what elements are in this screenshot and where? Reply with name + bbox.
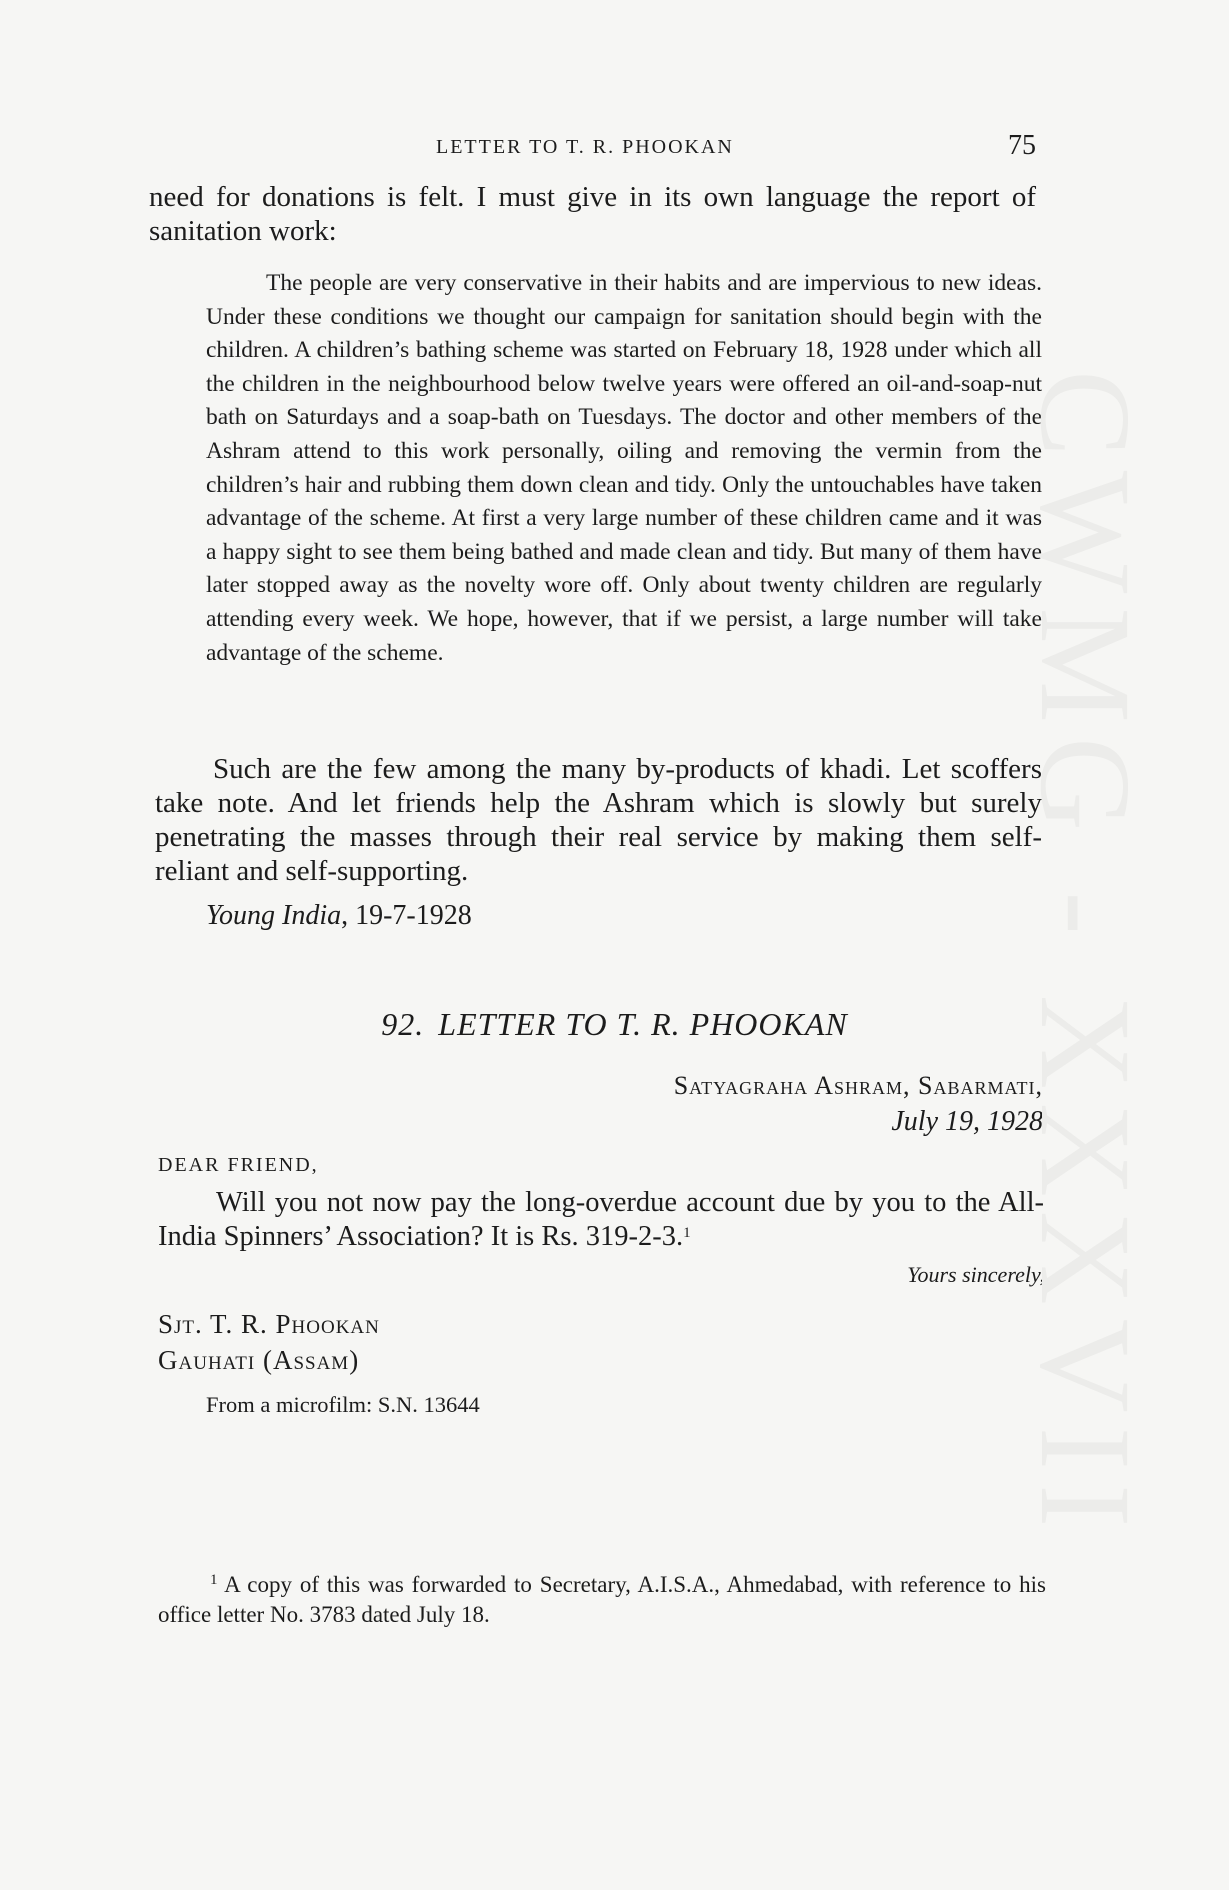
microfilm-source: From a microfilm: S.N. 13644 bbox=[206, 1392, 480, 1417]
page-number: 75 bbox=[1008, 130, 1036, 161]
letter-title: LETTER TO T. R. PHOOKAN bbox=[438, 1006, 848, 1042]
letter-body bbox=[158, 1186, 1044, 1254]
quote-text: The people are very conservative in their habits and are impervious to new ideas. Under these conditions we thought our campaign for sanitation should begin with the children. A children’s bathing scheme was started on February 18, 1928 under which all the children in the neighbourhood below twelve years were offered an oil-and-soap-nut bath on Saturdays and a soap-bath on Tuesdays. The doctor and other members of the Ashram attend to this work personally, oiling and removing the vermin from the children’s hair and rubbing them down clean and tidy. Only the untouchables have taken advantage of the scheme. At first a very large number of these children came and it was a happy sight to see them being bathed and made clean and tidy. But many of them have later stopped away as the novelty wore off. Only about twenty children are regularly attending every week. We hope, however, that if we persist, a large number will take advantage of the scheme. bbox=[206, 270, 1042, 666]
intro-paragraph bbox=[149, 180, 1036, 248]
footnote-reference: 1 bbox=[683, 1225, 691, 1241]
addressee-block bbox=[158, 1306, 380, 1378]
volume-watermark: CWMG - XXXVII bbox=[1013, 370, 1157, 1542]
salutation: DEAR FRIEND, bbox=[158, 1154, 319, 1176]
publication-name: Young India bbox=[206, 900, 342, 931]
addressee-place: Gauhati (Assam) bbox=[158, 1345, 360, 1375]
footnote-text: A copy of this was forwarded to Secretary, A.I.S.A., Ahmedabad, with reference to his office letter No. 3783 dated July 18. bbox=[158, 1572, 1046, 1627]
intro-text: need for donations is felt. I must give in its own language the report of sanitation work: bbox=[149, 181, 1036, 247]
publication-date: , 19-7-1928 bbox=[341, 900, 472, 931]
sender-address bbox=[674, 1068, 1043, 1140]
footnote-marker: 1 bbox=[210, 1572, 218, 1588]
conclusion-text: Such are the few among the many by-products of khadi. Let scoffers take note. And let friends help the Ashram which is slowly but surely penetrating the masses through their real service by making them self-reliant and self-supporting. bbox=[155, 753, 1042, 887]
letter-date: July 19, 1928 bbox=[891, 1106, 1043, 1137]
letter-body-text: Will you not now pay the long-overdue account due by you to the All-India Spinners’ Association? It is Rs. 319-2-3. bbox=[158, 1187, 1044, 1252]
source-citation bbox=[206, 900, 472, 932]
closing: Yours sincerely, bbox=[907, 1262, 1045, 1287]
footnote bbox=[158, 1570, 1046, 1630]
conclusion-paragraph bbox=[155, 752, 1042, 888]
letter-number: 92. bbox=[381, 1006, 425, 1042]
running-title: LETTER TO T. R. PHOOKAN bbox=[436, 136, 734, 158]
address-line: Satyagraha Ashram, Sabarmati, bbox=[673, 1071, 1043, 1100]
addressee-name: Sjt. T. R. Phookan bbox=[158, 1309, 380, 1339]
block-quote bbox=[206, 267, 1042, 670]
